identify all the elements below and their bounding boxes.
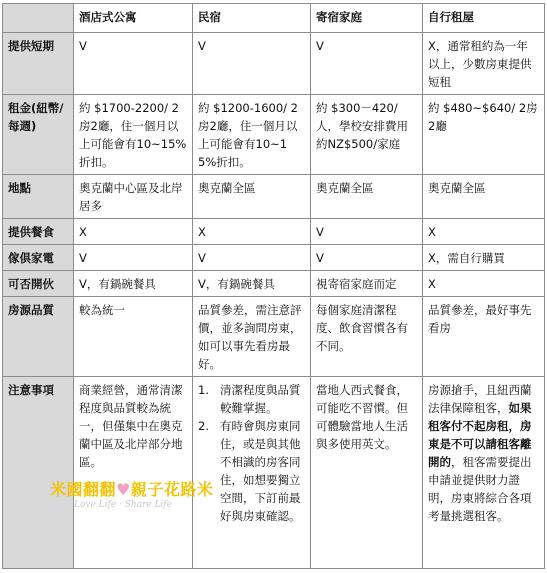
cell-location-self-rental: 奧克蘭全區 <box>423 175 545 219</box>
notes-text-pre: 房源搶手，且紐西蘭法律保障租客， <box>428 383 532 415</box>
cell-quality-apartment: 較為統一 <box>74 297 193 377</box>
row-label-location: 地點 <box>3 175 74 219</box>
cell-cooking-self-rental: X <box>423 271 545 297</box>
cell-cooking-apartment: V，有鍋碗餐具 <box>74 271 193 297</box>
cell-meals-bnb: X <box>193 219 311 245</box>
cell-short-term-homestay: V <box>311 33 423 95</box>
cell-cooking-bnb: V，有鍋碗餐具 <box>193 271 311 297</box>
list-item <box>198 417 305 525</box>
row-label-notes: 注意事項 <box>3 377 74 569</box>
cell-meals-self-rental: X <box>423 219 545 245</box>
cell-furniture-bnb: V <box>193 245 311 271</box>
cell-quality-homestay: 每個家庭清潔程度、飲食習慣各有不同。 <box>311 297 423 377</box>
header-corner <box>3 4 74 33</box>
row-label-rent: 租金(紐幣/每週) <box>3 95 74 175</box>
row-notes <box>3 377 545 569</box>
header-serviced-apartment: 酒店式公寓 <box>74 4 193 33</box>
header-row <box>3 4 545 33</box>
cell-location-apartment: 奧克蘭中心區及北岸居多 <box>74 175 193 219</box>
cell-furniture-homestay: V <box>311 245 423 271</box>
header-self-rental: 自行租屋 <box>423 4 545 33</box>
row-cooking <box>3 271 545 297</box>
cell-rent-homestay: 約 $300－420/人，學校安排費用約NZ$500/家庭 <box>311 95 423 175</box>
row-meals <box>3 219 545 245</box>
notes-text-bold: 如果租客付不起房租，房東是不可以請租客離開的 <box>428 401 532 469</box>
cell-rent-bnb: 約 $1200-1600/ 2房2廳，住一個月以上可能會有10~15%折扣。 <box>193 95 311 175</box>
header-bnb: 民宿 <box>193 4 311 33</box>
row-label-cooking: 可否開伙 <box>3 271 74 297</box>
row-label-furniture: 傢俱家電 <box>3 245 74 271</box>
row-location <box>3 175 545 219</box>
notes-text-post: ，租客需要提出申請並提供財力證明，房東將綜合各項考量挑選租客。 <box>428 455 532 523</box>
cell-furniture-apartment: V <box>74 245 193 271</box>
header-homestay: 寄宿家庭 <box>311 4 423 33</box>
list-item-number: 1. <box>198 383 209 397</box>
watermark-subtitle: Love Life · Share Life <box>74 500 173 510</box>
heart-icon: ♥ <box>116 480 131 499</box>
row-short-term <box>3 33 545 95</box>
cell-quality-self-rental: 品質參差，最好事先看房 <box>423 297 545 377</box>
cell-short-term-self-rental: X，通常租約為一年以上，少數房東提供短租 <box>423 33 545 95</box>
row-label-meals: 提供餐食 <box>3 219 74 245</box>
cell-notes-self-rental <box>423 377 545 569</box>
row-furniture <box>3 245 545 271</box>
cell-rent-self-rental: 約 $480~$640/ 2房2廳 <box>423 95 545 175</box>
cell-location-homestay: 奧克蘭全區 <box>311 175 423 219</box>
cell-notes-apartment: 商業經營，通常清潔程度與品質較為統一，但僅集中在奧克蘭中區及北岸部分地區。 <box>74 377 193 569</box>
cell-location-bnb: 奧克蘭全區 <box>193 175 311 219</box>
notes-list-bnb <box>198 381 305 525</box>
list-item <box>198 381 305 417</box>
row-label-short-term: 提供短期 <box>3 33 74 95</box>
list-item-number: 2. <box>198 419 209 433</box>
watermark-right: 親子花路米 <box>130 480 214 499</box>
cell-short-term-apartment: V <box>74 33 193 95</box>
list-item-text: 清潔程度與品質較難掌握。 <box>220 383 301 415</box>
cell-rent-apartment: 約 $1700-2200/ 2房2廳，住一個月以上可能會有10~15%折扣。 <box>74 95 193 175</box>
cell-notes-homestay: 當地人西式餐食，可能吃不習慣。但可體驗當地人生活與多使用英文。 <box>311 377 423 569</box>
cell-meals-apartment: X <box>74 219 193 245</box>
watermark-left: 米國翻翻 <box>50 480 117 499</box>
cell-furniture-self-rental: X，需自行購買 <box>423 245 545 271</box>
cell-notes-bnb <box>193 377 311 569</box>
cell-short-term-bnb: V <box>193 33 311 95</box>
cell-meals-homestay: V <box>311 219 423 245</box>
cell-quality-bnb: 品質參差，需注意評價，並多詢問房東，如可以事先看房最好。 <box>193 297 311 377</box>
row-quality <box>3 297 545 377</box>
row-label-quality: 房源品質 <box>3 297 74 377</box>
comparison-table <box>2 3 545 569</box>
cell-cooking-homestay: 視寄宿家庭而定 <box>311 271 423 297</box>
list-item-text: 有時會與房東同住，或是與其他不相識的房客同住，如想要獨立空間，下訂前最好與房東確認。 <box>220 419 301 523</box>
row-rent <box>3 95 545 175</box>
